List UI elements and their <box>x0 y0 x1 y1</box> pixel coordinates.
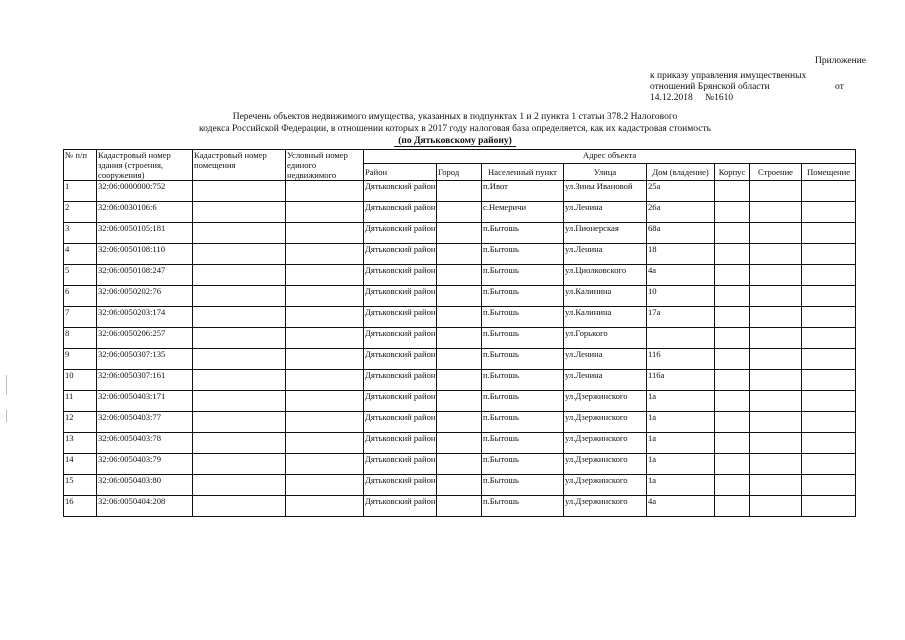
table-row <box>64 244 856 265</box>
cell-city <box>437 349 482 370</box>
table-row <box>64 286 856 307</box>
cell-cadastral-number: 32:06:0050404:208 <box>97 496 193 517</box>
cell-cadastral-room <box>193 223 286 244</box>
cell-conditional-number <box>286 433 364 454</box>
cell-num: 14 <box>64 454 97 475</box>
appendix-date: 14.12.2018 <box>650 93 693 103</box>
cell-room <box>802 202 856 223</box>
scan-artifact <box>6 375 7 395</box>
cell-settlement: п.Бытошь <box>482 433 564 454</box>
property-register-table <box>63 149 856 517</box>
cell-block <box>715 454 750 475</box>
cell-city <box>437 475 482 496</box>
cell-num: 16 <box>64 496 97 517</box>
cell-num: 4 <box>64 244 97 265</box>
cell-room <box>802 391 856 412</box>
cell-city <box>437 307 482 328</box>
cell-district: Дятьковский район <box>364 475 437 496</box>
cell-city <box>437 433 482 454</box>
cell-room <box>802 454 856 475</box>
col-header-city: Город <box>437 164 482 181</box>
appendix-order-line: к приказу управления имущественных <box>650 71 807 81</box>
cell-cadastral-number: 32:06:0050108:247 <box>97 265 193 286</box>
cell-block <box>715 181 750 202</box>
cell-street: ул.Дзержинского <box>564 496 647 517</box>
cell-district: Дятьковский район <box>364 391 437 412</box>
cell-num: 7 <box>64 307 97 328</box>
cell-district: Дятьковский район <box>364 265 437 286</box>
scan-artifact <box>6 410 7 422</box>
cell-cadastral-room <box>193 202 286 223</box>
cell-city <box>437 244 482 265</box>
cell-cadastral-room <box>193 244 286 265</box>
cell-room <box>802 244 856 265</box>
table-row <box>64 496 856 517</box>
cell-num: 2 <box>64 202 97 223</box>
cell-block <box>715 496 750 517</box>
cell-city <box>437 181 482 202</box>
table-row <box>64 370 856 391</box>
cell-house: 18 <box>647 244 715 265</box>
cell-num: 11 <box>64 391 97 412</box>
cell-cadastral-room <box>193 328 286 349</box>
col-header-building: Строение <box>750 164 802 181</box>
cell-num: 9 <box>64 349 97 370</box>
cell-conditional-number <box>286 223 364 244</box>
cell-street: ул.Дзержинского <box>564 433 647 454</box>
cell-settlement: п.Бытошь <box>482 412 564 433</box>
cell-cadastral-room <box>193 412 286 433</box>
document-title-line-2: кодекса Российской Федерации, в отношении которых в 2017 году налоговая база определяется, как их кадастровая стоимость <box>199 124 711 134</box>
table-row <box>64 412 856 433</box>
cell-street: ул.Дзержинского <box>564 412 647 433</box>
cell-settlement: п.Бытошь <box>482 223 564 244</box>
cell-city <box>437 202 482 223</box>
cell-street: ул.Дзержинского <box>564 454 647 475</box>
col-header-address-group: Адрес объекта <box>364 150 856 164</box>
table-row <box>64 454 856 475</box>
cell-cadastral-room <box>193 370 286 391</box>
table-row <box>64 349 856 370</box>
cell-building <box>750 328 802 349</box>
cell-conditional-number <box>286 181 364 202</box>
cell-street: ул.Пионерская <box>564 223 647 244</box>
table-row <box>64 202 856 223</box>
cell-block <box>715 391 750 412</box>
document-title-line-3 <box>60 136 850 147</box>
cell-street: ул.Калинина <box>564 286 647 307</box>
cell-city <box>437 265 482 286</box>
cell-cadastral-room <box>193 433 286 454</box>
table-row <box>64 181 856 202</box>
cell-room <box>802 475 856 496</box>
appendix-authority-line: отношений Брянской области <box>650 82 770 92</box>
cell-cadastral-number: 32:06:0050105:181 <box>97 223 193 244</box>
cell-city <box>437 454 482 475</box>
cell-street: ул.Циолковского <box>564 265 647 286</box>
cell-settlement: п.Бытошь <box>482 307 564 328</box>
cell-district: Дятьковский район <box>364 202 437 223</box>
appendix-title: Приложение <box>815 56 866 66</box>
cell-street: ул.Ленина <box>564 349 647 370</box>
cell-block <box>715 328 750 349</box>
cell-house: 26а <box>647 202 715 223</box>
cell-room <box>802 328 856 349</box>
cell-district: Дятьковский район <box>364 370 437 391</box>
cell-district: Дятьковский район <box>364 181 437 202</box>
table-row <box>64 307 856 328</box>
cell-building <box>750 496 802 517</box>
cell-building <box>750 286 802 307</box>
cell-block <box>715 202 750 223</box>
table-row <box>64 391 856 412</box>
cell-room <box>802 433 856 454</box>
cell-cadastral-number: 32:06:0050307:135 <box>97 349 193 370</box>
cell-conditional-number <box>286 454 364 475</box>
cell-house: 10 <box>647 286 715 307</box>
cell-num: 5 <box>64 265 97 286</box>
cell-building <box>750 433 802 454</box>
cell-room <box>802 496 856 517</box>
cell-cadastral-number: 32:06:0050403:79 <box>97 454 193 475</box>
cell-house: 68а <box>647 223 715 244</box>
cell-cadastral-room <box>193 496 286 517</box>
col-header-street: Улица <box>564 164 647 181</box>
cell-settlement: п.Бытошь <box>482 454 564 475</box>
cell-cadastral-number: 32:06:0050206:257 <box>97 328 193 349</box>
cell-cadastral-number: 32:06:0050203:174 <box>97 307 193 328</box>
cell-district: Дятьковский район <box>364 307 437 328</box>
cell-cadastral-room <box>193 307 286 328</box>
table-row <box>64 328 856 349</box>
cell-building <box>750 412 802 433</box>
cell-street: ул.Ленина <box>564 370 647 391</box>
col-header-cadastral-room: Кадастровый номер помещения <box>193 150 286 181</box>
cell-cadastral-number: 32:06:0030106:6 <box>97 202 193 223</box>
cell-conditional-number <box>286 286 364 307</box>
cell-conditional-number <box>286 265 364 286</box>
cell-house: 17а <box>647 307 715 328</box>
cell-city <box>437 496 482 517</box>
cell-cadastral-room <box>193 349 286 370</box>
cell-block <box>715 349 750 370</box>
cell-conditional-number <box>286 496 364 517</box>
cell-block <box>715 433 750 454</box>
cell-district: Дятьковский район <box>364 496 437 517</box>
cell-building <box>750 391 802 412</box>
cell-num: 12 <box>64 412 97 433</box>
table-row <box>64 475 856 496</box>
cell-city <box>437 223 482 244</box>
cell-settlement: п.Бытошь <box>482 286 564 307</box>
cell-building <box>750 454 802 475</box>
cell-building <box>750 307 802 328</box>
cell-city <box>437 328 482 349</box>
cell-num: 13 <box>64 433 97 454</box>
cell-conditional-number <box>286 475 364 496</box>
cell-building <box>750 349 802 370</box>
cell-building <box>750 202 802 223</box>
cell-district: Дятьковский район <box>364 349 437 370</box>
table-row <box>64 223 856 244</box>
cell-settlement: п.Бытошь <box>482 496 564 517</box>
cell-city <box>437 370 482 391</box>
cell-building <box>750 244 802 265</box>
cell-house <box>647 328 715 349</box>
cell-room <box>802 181 856 202</box>
cell-street: ул.Зины Ивановой <box>564 181 647 202</box>
col-header-num: № п/п <box>64 150 97 181</box>
cell-cadastral-number: 32:06:0050403:80 <box>97 475 193 496</box>
appendix-from-label: от <box>835 82 844 92</box>
cell-num: 3 <box>64 223 97 244</box>
cell-settlement: п.Ивот <box>482 181 564 202</box>
cell-house: 25а <box>647 181 715 202</box>
cell-settlement: п.Бытошь <box>482 391 564 412</box>
cell-cadastral-room <box>193 454 286 475</box>
cell-district: Дятьковский район <box>364 433 437 454</box>
cell-room <box>802 286 856 307</box>
cell-settlement: с.Немеричи <box>482 202 564 223</box>
cell-num: 15 <box>64 475 97 496</box>
cell-street: ул.Ленина <box>564 202 647 223</box>
cell-house: 1а <box>647 391 715 412</box>
col-header-conditional-number: Условный номер единого недвижимого <box>286 150 364 181</box>
cell-conditional-number <box>286 307 364 328</box>
cell-conditional-number <box>286 202 364 223</box>
table-row <box>64 433 856 454</box>
cell-cadastral-number: 32:06:0050403:77 <box>97 412 193 433</box>
cell-num: 10 <box>64 370 97 391</box>
cell-city <box>437 286 482 307</box>
cell-cadastral-room <box>193 181 286 202</box>
cell-district: Дятьковский район <box>364 454 437 475</box>
cell-district: Дятьковский район <box>364 328 437 349</box>
table-header-row <box>64 150 856 164</box>
cell-house: 116а <box>647 370 715 391</box>
cell-street: ул.Дзержинского <box>564 475 647 496</box>
cell-street: ул.Горького <box>564 328 647 349</box>
cell-district: Дятьковский район <box>364 286 437 307</box>
cell-house: 1а <box>647 433 715 454</box>
cell-cadastral-number: 32:06:0050108:110 <box>97 244 193 265</box>
cell-block <box>715 307 750 328</box>
col-header-room: Помещение <box>802 164 856 181</box>
col-header-house: Дом (владение) <box>647 164 715 181</box>
appendix-number: №1610 <box>705 93 734 103</box>
cell-building <box>750 223 802 244</box>
col-header-district: Район <box>364 164 437 181</box>
cell-conditional-number <box>286 349 364 370</box>
cell-cadastral-number: 32:06:0050403:171 <box>97 391 193 412</box>
cell-district: Дятьковский район <box>364 412 437 433</box>
cell-block <box>715 370 750 391</box>
cell-room <box>802 349 856 370</box>
cell-cadastral-room <box>193 265 286 286</box>
cell-conditional-number <box>286 370 364 391</box>
cell-block <box>715 475 750 496</box>
cell-street: ул.Дзержинского <box>564 391 647 412</box>
cell-district: Дятьковский район <box>364 244 437 265</box>
cell-block <box>715 244 750 265</box>
cell-room <box>802 223 856 244</box>
cell-num: 1 <box>64 181 97 202</box>
cell-building <box>750 181 802 202</box>
cell-cadastral-room <box>193 475 286 496</box>
cell-num: 8 <box>64 328 97 349</box>
cell-num: 6 <box>64 286 97 307</box>
cell-building <box>750 475 802 496</box>
cell-building <box>750 265 802 286</box>
cell-cadastral-number: 32:06:0050403:78 <box>97 433 193 454</box>
cell-settlement: п.Бытошь <box>482 475 564 496</box>
cell-block <box>715 286 750 307</box>
cell-house: 1а <box>647 412 715 433</box>
cell-street: ул.Калинина <box>564 307 647 328</box>
cell-room <box>802 412 856 433</box>
col-header-block: Корпус <box>715 164 750 181</box>
cell-house: 1а <box>647 454 715 475</box>
cell-district: Дятьковский район <box>364 223 437 244</box>
cell-cadastral-room <box>193 286 286 307</box>
cell-block <box>715 412 750 433</box>
cell-house: 1а <box>647 475 715 496</box>
cell-house: 116 <box>647 349 715 370</box>
cell-city <box>437 391 482 412</box>
cell-conditional-number <box>286 244 364 265</box>
cell-house: 4а <box>647 265 715 286</box>
cell-room <box>802 307 856 328</box>
cell-building <box>750 370 802 391</box>
document-title-line-1: Перечень объектов недвижимого имущества, указанных в подпунктах 1 и 2 пункта 1 статьи 378.2 Налогового <box>232 112 678 122</box>
cell-cadastral-room <box>193 391 286 412</box>
col-header-cadastral-building: Кадастровый номер здания (строения, сооружения) <box>97 150 193 181</box>
cell-settlement: п.Бытошь <box>482 244 564 265</box>
cell-block <box>715 223 750 244</box>
cell-cadastral-number: 32:06:0050307:161 <box>97 370 193 391</box>
table-row <box>64 265 856 286</box>
cell-conditional-number <box>286 412 364 433</box>
col-header-settlement: Населенный пункт <box>482 164 564 181</box>
cell-city <box>437 412 482 433</box>
cell-settlement: п.Бытошь <box>482 370 564 391</box>
cell-settlement: п.Бытошь <box>482 349 564 370</box>
district-subtitle: (по Дятьковскому району) <box>394 136 516 147</box>
cell-cadastral-number: 32:06:0050202:76 <box>97 286 193 307</box>
cell-street: ул.Ленина <box>564 244 647 265</box>
cell-house: 4а <box>647 496 715 517</box>
cell-room <box>802 370 856 391</box>
cell-conditional-number <box>286 391 364 412</box>
cell-room <box>802 265 856 286</box>
cell-conditional-number <box>286 328 364 349</box>
cell-settlement: п.Бытошь <box>482 328 564 349</box>
cell-cadastral-number: 32:06:0000000:752 <box>97 181 193 202</box>
cell-block <box>715 265 750 286</box>
cell-settlement: п.Бытошь <box>482 265 564 286</box>
